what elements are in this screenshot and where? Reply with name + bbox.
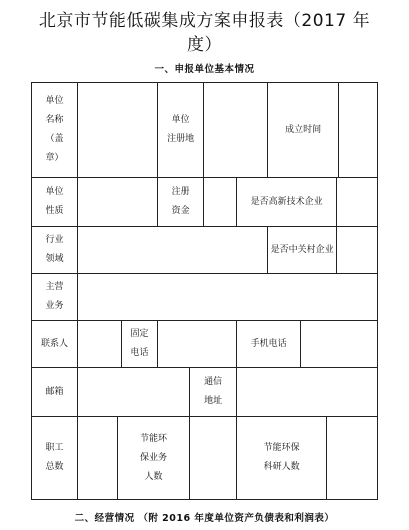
row-unit-name [32,83,378,178]
field-energy-research-staff[interactable] [327,417,378,500]
field-registered-address[interactable] [204,83,268,178]
field-energy-business-staff[interactable] [190,417,237,500]
label-registered-capital: 注册 资金 [158,178,204,227]
field-unit-nature[interactable] [78,178,158,227]
row-staff [32,417,378,500]
label-contact-person: 联系人 [32,321,78,368]
field-main-business[interactable] [78,274,378,321]
row-industry [32,227,378,274]
field-email[interactable] [78,368,190,417]
label-unit-nature: 单位 性质 [32,178,78,227]
label-energy-business-staff: 节能环 保业务 人数 [118,417,190,500]
label-main-business: 主营 业务 [32,274,78,321]
label-energy-research-staff: 节能环保 科研人数 [237,417,327,500]
field-mobile-phone[interactable] [301,321,378,368]
row-email [32,368,378,417]
field-high-tech-enterprise[interactable] [337,178,378,227]
field-contact-person[interactable] [78,321,122,368]
applicant-info-table [31,82,378,500]
field-mailing-address[interactable] [237,368,378,417]
row-contact [32,321,378,368]
label-zhongguancun-enterprise: 是否中关村企业 [268,227,337,274]
row-main-business [32,274,378,321]
field-industry[interactable] [78,227,268,274]
label-industry: 行业 领域 [32,227,78,274]
field-registered-capital[interactable] [204,178,237,227]
row-unit-nature [32,178,378,227]
label-total-staff: 职工 总数 [32,417,78,500]
field-zhongguancun-enterprise[interactable] [337,227,378,274]
label-mailing-address: 通信 地址 [190,368,237,417]
form-title-line-1: 北京市节能低碳集成方案申报表（2017 年 [38,11,371,31]
label-high-tech-enterprise: 是否高新技术企业 [237,178,337,227]
field-total-staff[interactable] [78,417,118,500]
field-landline[interactable] [158,321,237,368]
label-mobile-phone: 手机电话 [237,321,301,368]
label-registered-address: 单位 注册地 [158,83,204,178]
field-founded-time[interactable] [339,83,378,178]
label-landline: 固定 电话 [122,321,158,368]
label-email: 邮箱 [32,368,78,417]
section-heading-operations: 二、经营情况 （附 2016 年度单位资产负债表和利润表） [74,513,335,524]
form-title-line-2: 度） [187,35,222,55]
field-unit-name[interactable] [78,83,158,178]
label-founded-time: 成立时间 [268,83,339,178]
section-heading-basic-info: 一、申报单位基本情况 [154,64,255,75]
label-unit-name: 单位 名称 （盖 章） [32,83,78,178]
